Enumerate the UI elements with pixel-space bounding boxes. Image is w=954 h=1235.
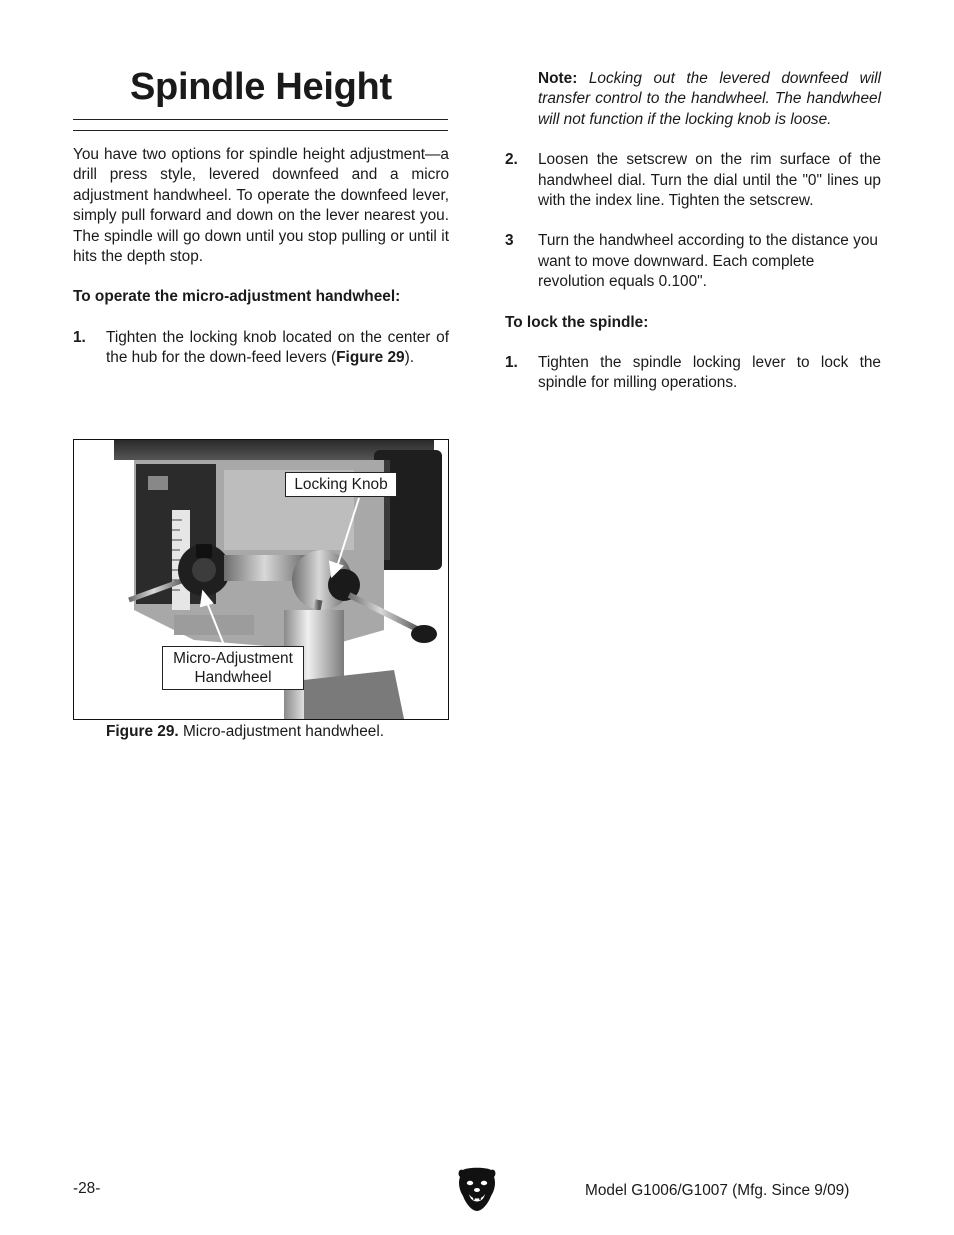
- micro-step-3: [505, 231, 881, 292]
- lever-ball: [411, 625, 437, 643]
- figure-reference: Figure 29: [336, 349, 405, 367]
- figure-29-photo: [73, 439, 449, 720]
- figure-caption: [106, 723, 384, 741]
- step-number: 1.: [73, 328, 86, 346]
- page-title: Spindle Height: [130, 66, 392, 108]
- note-text: Locking out the levered downfeed will transfer control to the handwheel. The handwheel will not function if the locking knob is loose.: [538, 70, 881, 128]
- model-info: Model G1006/G1007 (Mfg. Since 9/09): [585, 1182, 850, 1199]
- power-switch: [148, 476, 168, 490]
- micro-step-1: [73, 328, 449, 369]
- step-text: [106, 328, 449, 369]
- page-number: -28-: [73, 1180, 101, 1197]
- left-column: [73, 145, 449, 369]
- title-rule-bottom: [73, 130, 448, 131]
- step-text: Loosen the setscrew on the rim surface of the handwheel dial. Turn the dial until the "0" lines up with the index line. Tighten the setscrew.: [538, 151, 881, 210]
- title-rule-top: [73, 119, 448, 120]
- locking-knob-callout: [285, 472, 397, 497]
- right-column: [505, 69, 881, 394]
- intro-paragraph: You have two options for spindle height adjustment—a drill press style, levered downfeed and a micro adjustment handwheel. To operate the downfeed lever, simply pull forward and down on the lever nearest you. The spindle will go down until you stop pulling or until it hits the depth stop.: [73, 146, 449, 266]
- lock-spindle-heading: To lock the spindle:: [505, 313, 649, 331]
- step-text: Turn the handwheel according to the distance you want to move downward. Each complete revolution equals 0.100".: [538, 232, 878, 291]
- figure-caption-label: Figure 29.: [106, 723, 179, 740]
- micro-adjust-heading: To operate the micro-adjustment handwheel:: [73, 288, 401, 306]
- note-paragraph: [538, 69, 881, 130]
- step-text-part: ).: [404, 349, 414, 367]
- figure-caption-text: Micro-adjustment handwheel.: [178, 723, 385, 740]
- step-number: 2.: [505, 151, 518, 169]
- callout-label: Locking Knob: [294, 476, 388, 493]
- step-number: 3: [505, 232, 514, 250]
- step-text-part: Tighten the locking knob located on the center of the hub for the down-feed levers (: [106, 328, 449, 367]
- lock-step-1: [505, 353, 881, 394]
- step-text: Tighten the spindle locking lever to lock the spindle for milling operations.: [538, 354, 881, 392]
- callout-label-line-1: Micro-Adjustment: [173, 650, 293, 667]
- bear-head-icon: [457, 1166, 497, 1212]
- callout-label-line-2: Handwheel: [194, 669, 272, 686]
- step-number: 1.: [505, 354, 518, 372]
- micro-handwheel-callout: [162, 646, 304, 690]
- micro-step-2: [505, 150, 881, 211]
- note-label: Note:: [538, 70, 578, 87]
